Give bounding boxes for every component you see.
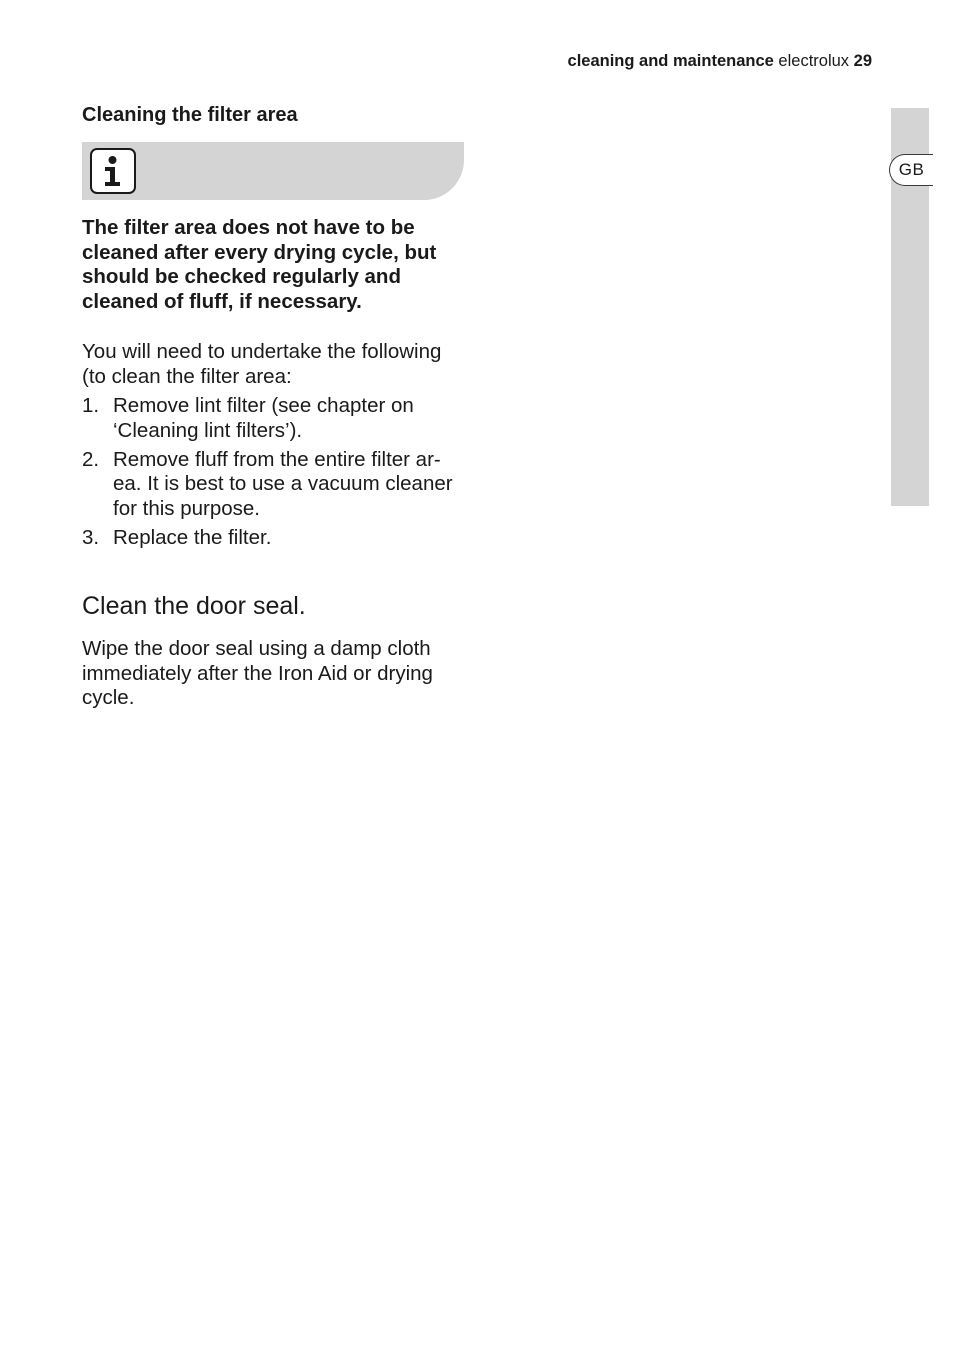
subheading-filter-area: Cleaning the filter area	[82, 104, 298, 126]
door-seal-line: Wipe the door seal using a damp cloth	[82, 637, 431, 660]
step-number: 3.	[82, 525, 100, 549]
steps-list	[82, 394, 467, 555]
step-line: Remove fluff from the entire filter ar-	[113, 447, 441, 471]
step-line: ‘Cleaning lint filters’).	[113, 418, 303, 442]
step-line: ea. It is best to use a vacuum cleaner	[113, 472, 453, 495]
intro-line: (to clean the filter area:	[82, 364, 292, 388]
note-line: should be checked regularly and	[82, 265, 401, 288]
header-brand: electrolux	[778, 52, 850, 70]
step-number: 1.	[82, 394, 100, 417]
info-banner	[82, 142, 464, 200]
note-line: The filter area does not have to be	[82, 216, 415, 239]
step-text	[113, 526, 467, 551]
step-line: Remove lint filter (see chapter on	[113, 394, 414, 417]
list-item	[82, 526, 467, 551]
page-header	[568, 52, 872, 71]
language-badge: GB	[889, 154, 933, 186]
step-line: for this purpose.	[113, 496, 260, 520]
intro-paragraph	[82, 340, 467, 389]
note-line: cleaned of fluff, if necessary.	[82, 289, 362, 313]
door-seal-paragraph	[82, 637, 467, 711]
header-section-title: cleaning and maintenance	[567, 52, 774, 70]
door-seal-line: immediately after the Iron Aid or drying	[82, 661, 433, 685]
page-number: 29	[853, 52, 872, 70]
step-line: Replace the filter.	[113, 525, 272, 549]
intro-line: You will need to undertake the following	[82, 340, 442, 363]
door-seal-line: cycle.	[82, 686, 135, 709]
list-item	[82, 394, 467, 443]
step-text	[113, 394, 467, 443]
filter-note	[82, 216, 467, 314]
note-line: cleaned after every drying cycle, but	[82, 240, 437, 264]
step-number: 2.	[82, 447, 100, 471]
section-title-door-seal: Clean the door seal.	[82, 592, 306, 620]
list-item	[82, 448, 467, 522]
step-text	[113, 448, 467, 522]
info-icon	[90, 148, 136, 194]
